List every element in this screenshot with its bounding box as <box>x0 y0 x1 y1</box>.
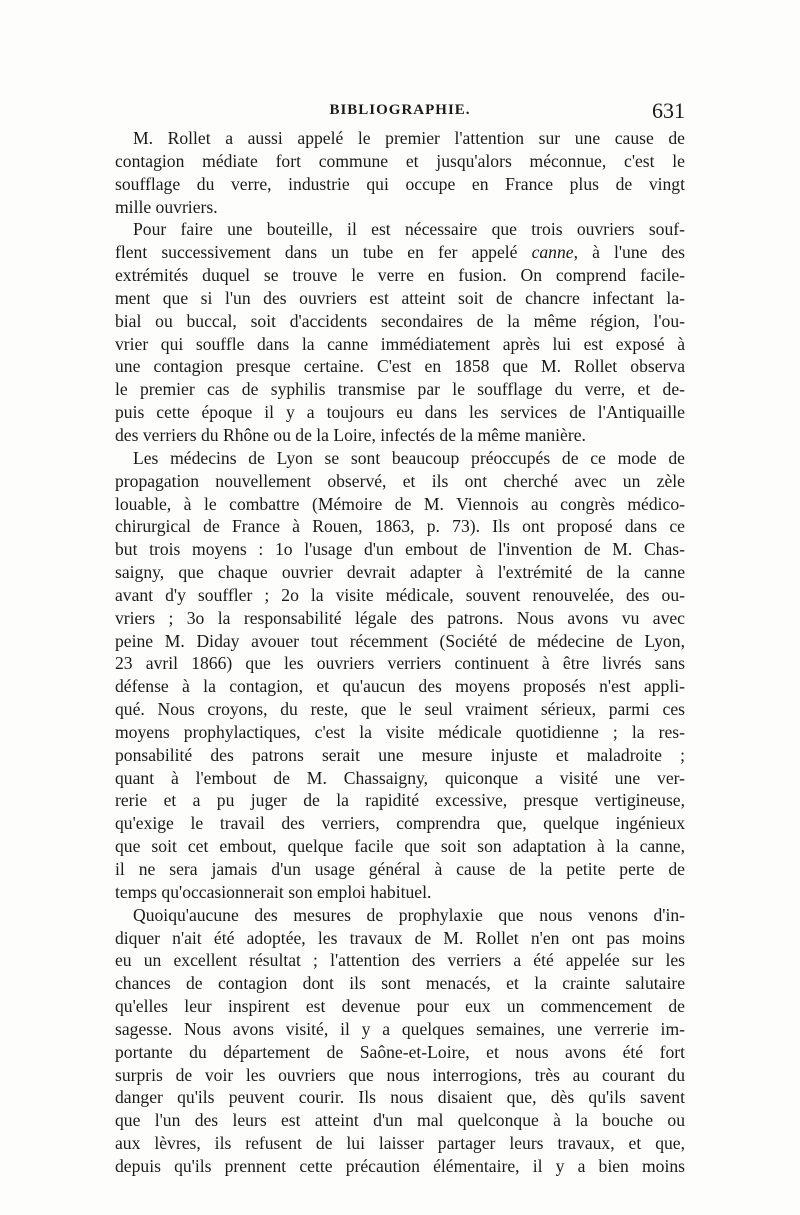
text-line: sagesse. Nous avons visité, il y a quelques semaines, une verrerie im- <box>115 1018 685 1039</box>
text-line: soufflage du verre, industrie qui occupe en France plus de vingt <box>115 173 685 194</box>
text-line: saigny, que chaque ouvrier devrait adapter à l'extrémité de la canne <box>115 562 685 583</box>
text-line: avant d'y souffler ; 2o la visite médicale, souvent renouvelée, des ou- <box>115 584 685 605</box>
text-line: bial ou buccal, soit d'accidents secondaires de la même région, l'ou- <box>115 310 685 331</box>
text-line: flent successivement dans un tube en fer appelé canne, à l'une des <box>115 242 685 263</box>
text-line: M. Rollet a aussi appelé le premier l'attention sur une cause de <box>133 128 685 148</box>
text-line: diquer n'ait été adoptée, les travaux de M. Rollet n'en ont pas moins <box>115 927 685 948</box>
text-line: quant à l'embout de M. Chassaigny, quiconque a visité une ver- <box>115 767 685 788</box>
text-line: qu'elles leur inspirent est devenue pour eux un commencement de <box>115 996 685 1017</box>
page-header <box>115 98 685 126</box>
running-title: BIBLIOGRAPHIE. <box>329 102 471 118</box>
text-line: vriers ; 3o la responsabilité légale des patrons. Nous avons vu avec <box>115 607 685 628</box>
text-line: depuis qu'ils prennent cette précaution élémentaire, il y a bien moins <box>115 1155 685 1176</box>
text-line: une contagion presque certaine. C'est en 1858 que M. Rollet observa <box>115 356 685 377</box>
text-line: défense à la contagion, et qu'aucun des moyens proposés n'est appli- <box>115 676 685 697</box>
text-line: extrémités duquel se trouve le verre en fusion. On comprend facile- <box>115 265 685 286</box>
text-line: but trois moyens : 1o l'usage d'un embout de l'invention de M. Chas- <box>115 539 685 560</box>
text-line: surpris de voir les ouvriers que nous interrogions, très au courant du <box>115 1064 685 1085</box>
text-line: moyens prophylactiques, c'est la visite médicale quotidienne ; la res- <box>115 721 685 742</box>
text-line: des verriers du Rhône ou de la Loire, infectés de la même manière. <box>115 424 586 445</box>
text-line: eu un excellent résultat ; l'attention des verriers a été appelée sur les <box>115 950 685 971</box>
text-line: qué. Nous croyons, du reste, que le seul vraiment sérieux, parmi ces <box>115 699 685 720</box>
text-line: Les médecins de Lyon se sont beaucoup préoccupés de ce mode de <box>133 447 685 468</box>
text-line: le premier cas de syphilis transmise par le soufflage du verre, et de- <box>115 379 685 400</box>
text-line: chances de contagion dont ils sont menacés, et la crainte salutaire <box>115 973 685 994</box>
text-line: mille ouvriers. <box>115 196 218 217</box>
body-text <box>115 127 685 1178</box>
text-line: qu'exige le travail des verriers, comprendra que, quelque ingénieux <box>115 813 685 834</box>
page-number: 631 <box>652 98 685 123</box>
text-line: temps qu'occasionnerait son emploi habituel. <box>115 881 432 902</box>
text-line: que soit cet embout, quelque facile que soit son adaptation à la canne, <box>115 836 685 857</box>
text-line: aux lèvres, ils refusent de lui laisser partager leurs travaux, et que, <box>115 1133 685 1154</box>
text-line: rerie et a pu juger de la rapidité excessive, presque vertigineuse, <box>115 790 685 811</box>
text-line: propagation nouvellement observé, et ils ont cherché avec un zèle <box>115 470 685 491</box>
text-line: louable, à le combattre (Mémoire de M. Viennois au congrès médico- <box>115 493 685 514</box>
text-line: 23 avril 1866) que les ouvriers verriers continuent à être livrés sans <box>115 653 685 674</box>
text-line: peine M. Diday avouer tout récemment (Société de médecine de Lyon, <box>115 630 685 651</box>
text-line: portante du département de Saône-et-Loire, et nous avons été fort <box>115 1041 685 1062</box>
text-line: vrier qui souffle dans la canne immédiatement après lui est exposé à <box>115 333 685 354</box>
text-line: ponsabilité des patrons serait une mesure injuste et maladroite ; <box>115 744 685 765</box>
text-line: que l'un des leurs est atteint d'un mal quelconque à la bouche ou <box>115 1110 685 1131</box>
text-line: puis cette époque il y a toujours eu dans les services de l'Antiquaille <box>115 402 685 423</box>
text-line: Quoiqu'aucune des mesures de prophylaxie que nous venons d'in- <box>133 904 685 925</box>
text-line: ment que si l'un des ouvriers est atteint soit de chancre infectant la- <box>115 287 685 308</box>
text-line: Pour faire une bouteille, il est nécessaire que trois ouvriers souf- <box>133 219 685 240</box>
text-line: il ne sera jamais d'un usage général à cause de la petite perte de <box>115 859 685 879</box>
text-line: chirurgical de France à Rouen, 1863, p. 73). Ils ont proposé dans ce <box>115 516 685 537</box>
text-line: contagion médiate fort commune et jusqu'alors méconnue, c'est le <box>115 150 685 171</box>
text-line: danger qu'ils peuvent courir. Ils nous disaient que, dès qu'ils savent <box>115 1087 685 1108</box>
